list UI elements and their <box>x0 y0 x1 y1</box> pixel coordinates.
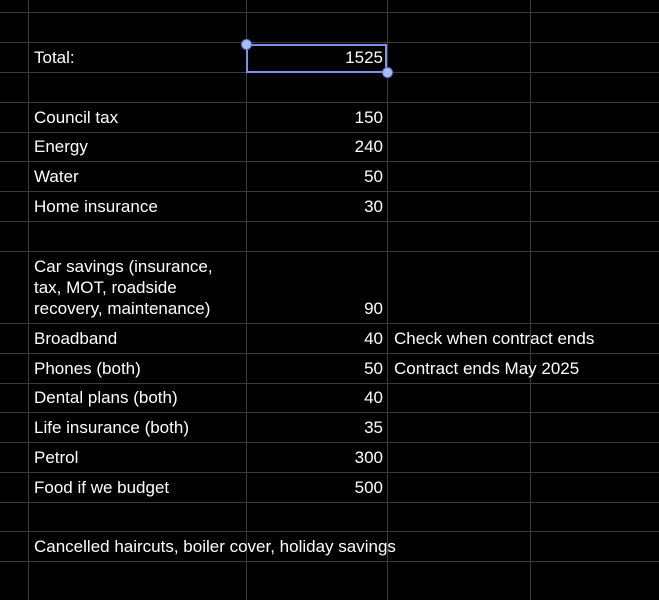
value-cell[interactable]: 40 <box>364 388 383 407</box>
note-cell[interactable] <box>388 133 530 161</box>
expense-row <box>0 413 659 443</box>
value-cell[interactable]: 30 <box>364 197 383 216</box>
value-cell[interactable]: 300 <box>354 448 383 467</box>
label-cell[interactable]: Phones (both) <box>34 359 141 378</box>
cell[interactable] <box>247 13 387 42</box>
value-cell[interactable]: 500 <box>354 478 383 497</box>
note-cell[interactable]: Contract ends May 2025 <box>394 359 580 378</box>
total-row <box>0 43 659 73</box>
selection-handle-top-left[interactable] <box>241 39 252 50</box>
total-label-cell[interactable]: Total: <box>34 48 75 67</box>
sheet-row <box>0 222 659 252</box>
cell[interactable] <box>388 73 530 102</box>
expense-row <box>0 324 659 354</box>
value-cell[interactable]: 35 <box>364 418 383 437</box>
expense-row <box>0 473 659 503</box>
expense-row <box>0 354 659 384</box>
expense-row <box>0 384 659 413</box>
label-cell[interactable]: Broadband <box>34 329 118 348</box>
cell[interactable] <box>29 562 246 599</box>
footer-note-cell[interactable]: Cancelled haircuts, boiler cover, holiday savings <box>34 537 396 556</box>
label-cell[interactable]: Council tax <box>34 108 119 127</box>
note-cell[interactable] <box>388 103 530 132</box>
value-cell[interactable]: 40 <box>364 329 383 348</box>
cell[interactable] <box>247 562 387 599</box>
sheet-row <box>0 13 659 43</box>
note-cell[interactable] <box>388 443 530 472</box>
label-text: Car savings (insurance, tax, MOT, roadside recovery, maintenance) <box>34 257 213 318</box>
value-cell[interactable]: 90 <box>364 299 383 318</box>
note-cell[interactable] <box>388 384 530 412</box>
label-cell[interactable]: Water <box>34 167 79 186</box>
cell[interactable] <box>29 503 246 531</box>
label-cell[interactable]: Life insurance (both) <box>34 418 189 437</box>
cell[interactable] <box>247 73 387 102</box>
cell[interactable] <box>388 562 530 599</box>
cell[interactable] <box>247 222 387 251</box>
note-cell[interactable]: Check when contract ends <box>394 329 595 348</box>
label-cell[interactable] <box>29 252 246 323</box>
cell[interactable] <box>29 73 246 102</box>
cell[interactable] <box>388 43 530 72</box>
value-cell[interactable]: 150 <box>354 108 383 127</box>
note-cell[interactable] <box>388 473 530 502</box>
expense-row <box>0 252 659 324</box>
expense-row <box>0 103 659 133</box>
value-cell[interactable]: 50 <box>364 359 383 378</box>
cell[interactable] <box>29 13 246 42</box>
selection-handle-bottom-right[interactable] <box>382 67 393 78</box>
cell[interactable] <box>388 222 530 251</box>
cell[interactable] <box>29 222 246 251</box>
label-cell[interactable]: Energy <box>34 137 88 156</box>
total-value-cell[interactable]: 1525 <box>345 48 383 67</box>
value-cell[interactable]: 240 <box>354 137 383 156</box>
sheet-row <box>0 73 659 103</box>
label-cell[interactable]: Home insurance <box>34 197 158 216</box>
expense-row <box>0 192 659 222</box>
note-cell[interactable] <box>388 162 530 191</box>
cell[interactable] <box>247 503 387 531</box>
cell[interactable] <box>388 503 530 531</box>
footer-row <box>0 532 659 562</box>
label-cell[interactable]: Dental plans (both) <box>34 388 178 407</box>
expense-row <box>0 133 659 162</box>
label-cell[interactable]: Petrol <box>34 448 79 467</box>
expense-row <box>0 443 659 473</box>
value-cell[interactable]: 50 <box>364 167 383 186</box>
sheet-row <box>0 0 659 13</box>
label-cell[interactable]: Food if we budget <box>34 478 170 497</box>
note-cell[interactable] <box>388 252 530 323</box>
expense-row <box>0 162 659 192</box>
cell[interactable] <box>388 13 530 42</box>
sheet-row <box>0 562 659 600</box>
note-cell[interactable] <box>388 413 530 442</box>
note-cell[interactable] <box>388 192 530 221</box>
sheet-row <box>0 503 659 532</box>
